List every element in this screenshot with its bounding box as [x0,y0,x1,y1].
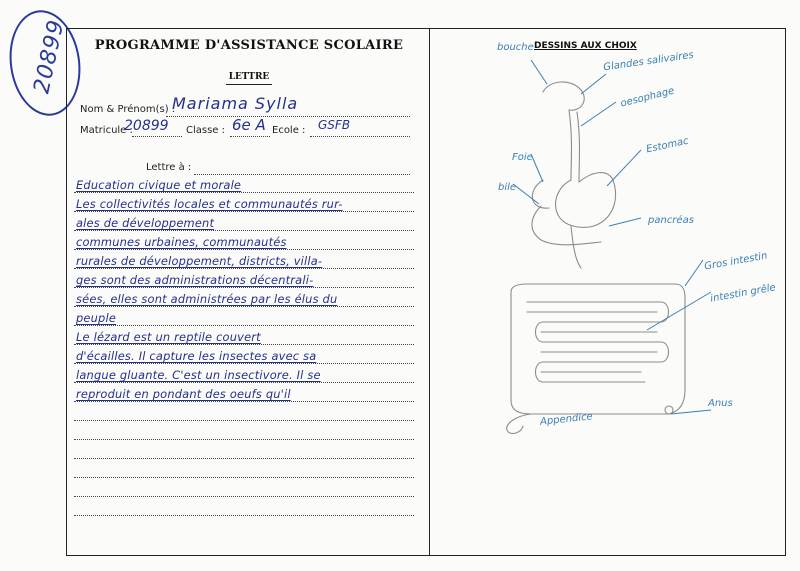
matricule-label: Matricule : [80,125,133,136]
ruled-line [74,420,414,421]
letter-line: ges sont des administrations décentrali- [76,273,314,287]
section-title: LETTRE [228,72,270,82]
label-bile: bile [498,182,517,193]
letter-line: sées, elles sont administrées par les élus du [76,292,338,306]
matricule-line [132,136,182,137]
ruled-line [74,439,414,440]
label-anus: Anus [708,398,733,409]
classe-line [230,136,270,137]
classe-label: Classe : [186,125,226,136]
matricule-value: 20899 [124,118,169,134]
label-intestin-grele: intestin grêle [709,282,777,305]
letter-line: Les collectivités locales et communautés rur- [76,197,343,211]
letter-line: ales de développement [76,216,215,230]
label-gros-intestin: Gros intestin [703,250,769,273]
ruled-line [74,515,414,516]
letter-line: peuple [76,311,117,325]
label-bouche: bouche [497,42,534,53]
letter-line: Le lézard est un reptile couvert [76,330,261,344]
drawing-title: DESSINS AUX CHOIX [534,41,637,51]
ecole-line [310,136,410,137]
name-line [166,116,410,117]
label-appendice: Appendice [539,411,594,428]
ecole-label: Ecole : [272,125,306,136]
letter-recipient-line [194,174,410,175]
section-title-underline [226,84,272,85]
label-oesophage: oesophage [619,85,676,110]
name-label: Nom & Prénom(s) : [80,104,176,115]
label-estomac: Estomac [645,135,690,156]
letter-label: Lettre à : [146,162,192,173]
ecole-value: GSFB [318,118,351,132]
letter-line: rurales de développement, districts, villa- [76,254,323,268]
classe-value: 6e A [232,116,266,134]
letter-line: reproduit en pondant des oeufs qu'il [76,387,291,401]
letter-line: Education civique et morale [76,178,242,192]
label-foie: Foie [512,152,533,163]
name-value: Mariama Sylla [172,94,299,113]
letter-line: communes urbaines, communautés [76,235,287,249]
letter-line: langue gluante. C'est un insectivore. Il se [76,368,321,382]
stamp-number: 20899 [29,17,70,96]
ruled-line [74,496,414,497]
program-title: PROGRAMME D'ASSISTANCE SCOLAIRE [94,38,404,53]
ruled-line [74,477,414,478]
label-glandes-salivaires: Glandes salivaires [602,49,695,74]
ruled-line [74,458,414,459]
label-pancreas: pancréas [648,215,694,226]
letter-line: d'écailles. Il capture les insectes avec sa [76,349,317,363]
